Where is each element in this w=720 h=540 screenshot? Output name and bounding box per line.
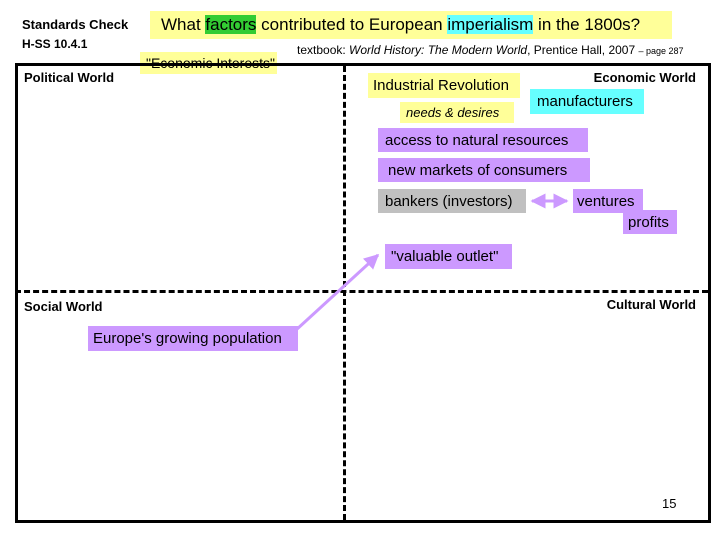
textbook-prefix: textbook: xyxy=(297,43,350,57)
question-keyword-imperialism: imperialism xyxy=(447,15,534,34)
natural-resources-text: access to natural resources xyxy=(385,132,569,149)
quadrant-label-cultural: Cultural World xyxy=(606,297,696,312)
valuable-outlet-text: "valuable outlet" xyxy=(391,248,499,265)
standards-check-label: Standards Check xyxy=(22,17,129,32)
textbook-publisher: , Prentice Hall, 2007 xyxy=(527,43,639,57)
profits-text: profits xyxy=(628,214,669,231)
needs-desires-text: needs & desires xyxy=(406,105,500,120)
new-markets-text: new markets of consumers xyxy=(388,162,568,179)
textbook-page-ref: – page 287 xyxy=(638,46,684,56)
quadrant-label-social: Social World xyxy=(24,299,103,314)
textbook-title: World History: The Modern World xyxy=(349,43,528,57)
population-outlet-arrow xyxy=(296,255,378,330)
quadrant-label-political: Political World xyxy=(24,70,115,85)
quadrant-label-economic: Economic World xyxy=(593,70,696,85)
industrial-revolution-text: Industrial Revolution xyxy=(373,77,509,94)
question-keyword-factors: factors xyxy=(205,15,257,34)
question-text-end: in the 1800s? xyxy=(533,15,641,34)
question-text-middle: contributed to European xyxy=(256,15,448,34)
economic-interests-text: "Economic Interests" xyxy=(146,55,275,71)
growing-population-text: Europe's growing population xyxy=(93,330,282,347)
page-number: 15 xyxy=(662,496,677,511)
bankers-text: bankers (investors) xyxy=(385,193,513,210)
standard-code: H-SS 10.4.1 xyxy=(22,37,88,51)
ventures-text: ventures xyxy=(577,193,635,210)
question-text-start: What xyxy=(161,15,206,34)
manufacturers-text: manufacturers xyxy=(537,93,633,110)
